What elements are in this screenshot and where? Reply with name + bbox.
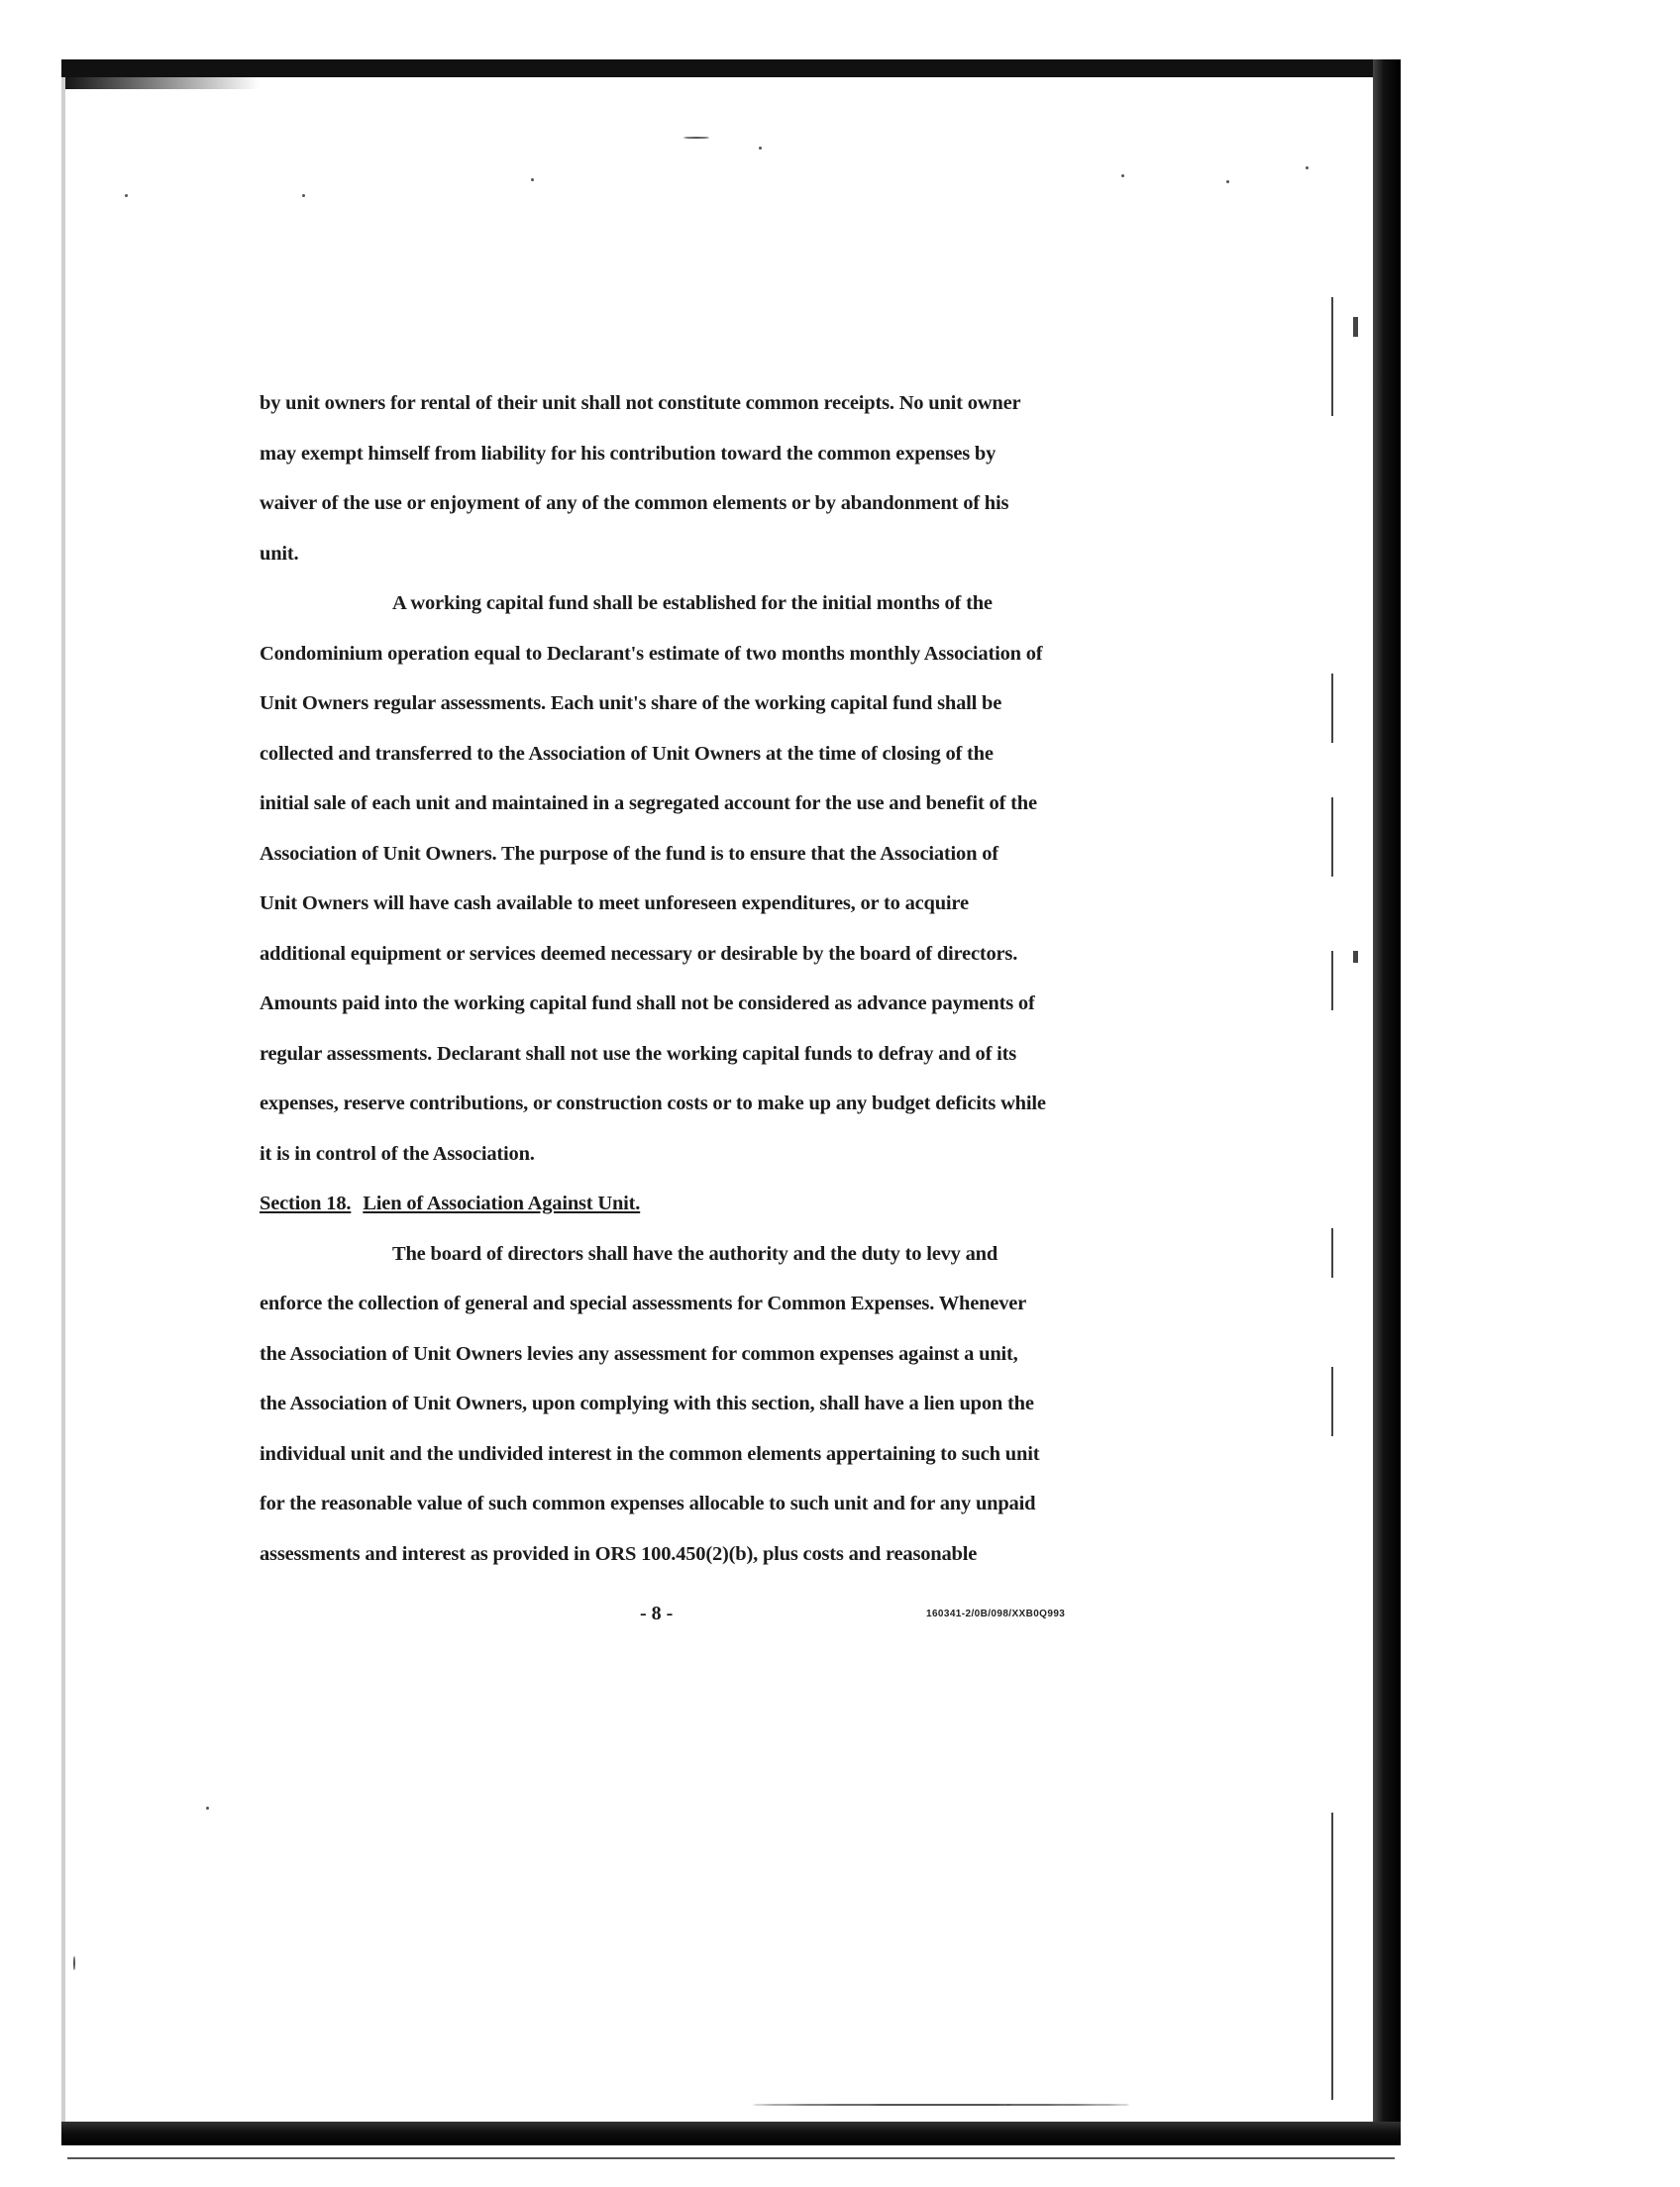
text-line: A working capital fund shall be established for the initial months of the [392,592,993,614]
text-line: Amounts paid into the working capital fund shall not be considered as advance payments of [260,992,1035,1014]
text-line: additional equipment or services deemed necessary or desirable by the board of directors. [260,942,1018,965]
scan-speck [302,194,305,197]
section-number: Section 18. [260,1193,352,1214]
text-line: may exempt himself from liability for his contribution toward the common expenses by [260,442,997,465]
margin-mark [1331,1813,1333,2100]
scan-top-edge [61,59,1401,77]
scan-right-edge [1373,59,1401,2145]
text-line: the Association of Unit Owners, upon complying with this section, shall have a lien upon the [260,1393,1034,1414]
text-line: Unit Owners regular assessments. Each unit's share of the working capital fund shall be [260,692,1002,714]
scan-speck [73,1956,75,1970]
text-line: individual unit and the undivided interest in the common elements appertaining to such unit [260,1442,1040,1465]
scan-left-edge [61,77,65,2128]
scan-bottom-edge [61,2122,1401,2145]
margin-mark [1331,797,1333,877]
text-line: enforce the collection of general and special assessments for Common Expenses. Whenever [260,1293,1027,1314]
scan-top-edge-shadow [61,75,260,89]
text-line: expenses, reserve contributions, or construction costs or to make up any budget deficits while [260,1093,1046,1114]
margin-mark [1331,1228,1333,1278]
text-line: regular assessments. Declarant shall not use the working capital funds to defray and of its [260,1042,1017,1065]
margin-mark [1353,317,1358,337]
text-line: assessments and interest as provided in ORS 100.450(2)(b), plus costs and reasonable [260,1542,978,1565]
text-line: Association of Unit Owners. The purpose of the fund is to ensure that the Association of [260,842,998,865]
document-code: 160341-2/0B/098/XXB0Q993 [926,1609,1066,1619]
section-heading [260,1179,1131,1229]
scan-speck [759,147,762,150]
text-line: collected and transferred to the Association of Unit Owners at the time of closing of the [260,742,994,765]
margin-mark [1353,951,1358,963]
text-line: the Association of Unit Owners levies any assessment for common expenses against a unit, [260,1342,1018,1365]
text-line: unit. [260,542,299,565]
scan-speck [1226,180,1229,183]
document-body [260,378,1131,1579]
text-line: The board of directors shall have the authority and the duty to levy and [392,1242,998,1265]
scan-speck [206,1807,209,1810]
text-line: for the reasonable value of such common expenses allocable to such unit and for any unpaid [260,1493,1036,1514]
text-line: by unit owners for rental of their unit shall not constitute common receipts. No unit owner [260,392,1021,414]
text-line: waiver of the use or enjoyment of any of the common elements or by abandonment of his [260,492,1009,514]
scan-speck [1306,166,1309,169]
scan-speck [753,2104,1129,2106]
page-number: - 8 - [640,1603,674,1624]
text-line: initial sale of each unit and maintained in a segregated account for the use and benefit of the [260,792,1037,814]
text-line: Unit Owners will have cash available to meet unforeseen expenditures, or to acquire [260,892,969,914]
text-line: Condominium operation equal to Declarant's estimate of two months monthly Association of [260,642,1043,665]
scan-speck [531,178,534,181]
margin-mark [1331,1367,1333,1436]
section-title: Lien of Association Against Unit. [363,1193,641,1214]
scan-speck [125,194,128,197]
scan-speck [683,137,709,139]
scan-speck [1121,174,1124,177]
margin-mark [1331,951,1333,1010]
margin-mark [1331,297,1333,416]
scan-bottom-line [67,2157,1395,2159]
text-line: it is in control of the Association. [260,1142,535,1165]
margin-mark [1331,674,1333,743]
